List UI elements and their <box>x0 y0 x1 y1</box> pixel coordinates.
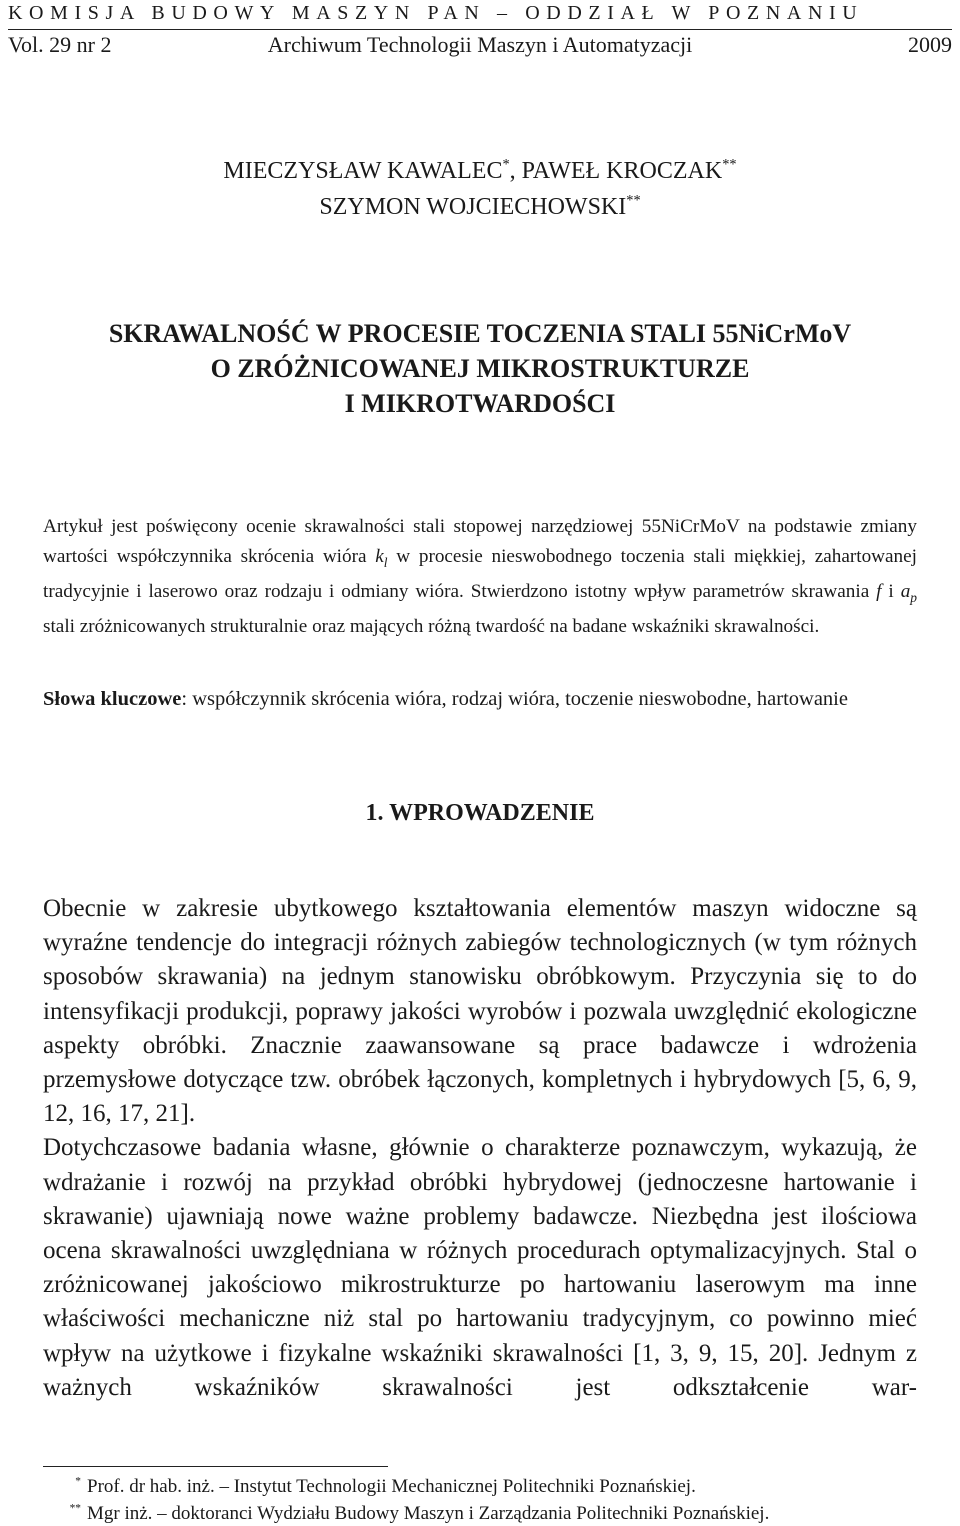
authors-line-1 <box>0 153 960 189</box>
author-mark: ** <box>626 192 641 209</box>
symbol-a: a <box>900 580 911 602</box>
journal-header <box>8 32 952 58</box>
abstract-part-3: stali zróżnicowanych strukturalnie oraz mających różną twardość na badane wskaźniki skrawalności. <box>43 616 820 638</box>
keywords-label: Słowa kluczowe: <box>43 688 188 710</box>
article-title-line-1: SKRAWALNOŚĆ W PROCESIE TOCZENIA STALI 55NiCrMoV <box>108 319 852 348</box>
author-separator: , <box>509 158 522 184</box>
abstract-part-1: Artykuł jest poświęcony ocenie skrawalności stali stopowej narzędziowej 55NiCrMoV na podstawie zmiany wartości współczynnika skrócenia wióra <box>43 516 917 567</box>
section-heading: 1. WPROWADZENIE <box>365 800 595 826</box>
header-rule <box>8 29 952 30</box>
footnote-text: Mgr inż. – doktoranci Wydziału Budowy Maszyn i Zarządzania Politechniki Poznańskiej. <box>87 1503 770 1524</box>
author-wojciechowski: SZYMON WOJCIECHOWSKI <box>319 194 627 220</box>
journal-publisher-line: KOMISJA BUDOWY MASZYN PAN – ODDZIAŁ W POZNANIU <box>8 2 864 24</box>
author-mark: ** <box>722 156 737 173</box>
journal-year: 2009 <box>908 32 952 57</box>
symbol-k-subscript: l <box>383 554 388 570</box>
journal-volume: Vol. 29 nr 2 <box>8 32 112 57</box>
symbol-a-subscript: p <box>910 589 917 605</box>
footnote-mark: * <box>75 1475 81 1488</box>
abstract <box>43 512 917 642</box>
journal-name: Archiwum Technologii Maszyn i Automatyzacji <box>267 32 693 57</box>
paragraph: Obecnie w zakresie ubytkowego kształtowania elementów maszyn widoczne są wyraźne tendencje do integracji różnych zabiegów technologicznych (w tym różnych sposobów skrawania) na jednym stanowisku obróbkowym. Przyczynia się to do intensyfikacji produkcji, poprawy jakości wyrobów i pozwala uwzględnić ekologiczne aspekty obróbki. Znacznie zaawansowane są prace badawcze i wdrożenia przemysłowe dotyczące tzw. obróbek łączonych, kompletnych i hybrydowych [5, 6, 9, 12, 16, 17, 21]. <box>43 895 917 1128</box>
abstract-conjunction: i <box>881 580 901 602</box>
footnote-1 <box>43 1475 696 1499</box>
keywords <box>43 684 917 714</box>
abstract-part-2: w procesie nieswobodnego toczenia stali miękkiej, zahartowanej tradycyjnie i laserowo oraz rodzaju i odmiany wióra. Stwierdzono istotny wpływ parametrów skrawania <box>43 545 917 602</box>
author-mark: * <box>502 156 510 173</box>
paragraph: Dotychczasowe badania własne, głównie o charakterze poznawczym, wykazują, że wdrażanie i rozwój na przykład obróbki hybrydowej (jednoczesne hartowanie i skrawanie) ujawniają nowe ważne problemy badawcze. Niezbędna jest ilościowa ocena skrawalności uwzględniana w różnych procedurach optymalizacyjnych. Stal o zróżnicowanej jakościowo mikrostrukturze po hartowaniu laserowym ma inne właściwości mechaniczne niż stal po hartowaniu tradycyjnym, co powinno mieć wpływ na użytkowe i fizykalne wskaźniki skrawalności [1, 3, 9, 15, 20]. Jednym z ważnych wskaźników skrawalności jest odkształcenie war- <box>43 1134 917 1401</box>
author-kawalec: MIECZYSŁAW KAWALEC <box>223 158 503 184</box>
author-kroczak: PAWEŁ KROCZAK <box>521 158 723 184</box>
footnote-mark: ** <box>69 1502 81 1515</box>
footnote-rule <box>43 1466 388 1467</box>
article-title-line-2: O ZRÓŻNICOWANEJ MIKROSTRUKTURZE <box>210 354 750 383</box>
keywords-text: współczynnik skrócenia wióra, rodzaj wióra, toczenie nieswobodne, hartowanie <box>192 688 848 710</box>
article-title-line-3: I MIKROTWARDOŚCI <box>344 389 616 418</box>
symbol-k: k <box>375 545 384 567</box>
authors-line-2 <box>0 189 960 225</box>
footnote-text: Prof. dr hab. inż. – Instytut Technologii Mechanicznej Politechniki Poznańskiej. <box>87 1476 696 1497</box>
symbol-f: f <box>876 580 882 602</box>
body-text <box>43 892 917 1405</box>
